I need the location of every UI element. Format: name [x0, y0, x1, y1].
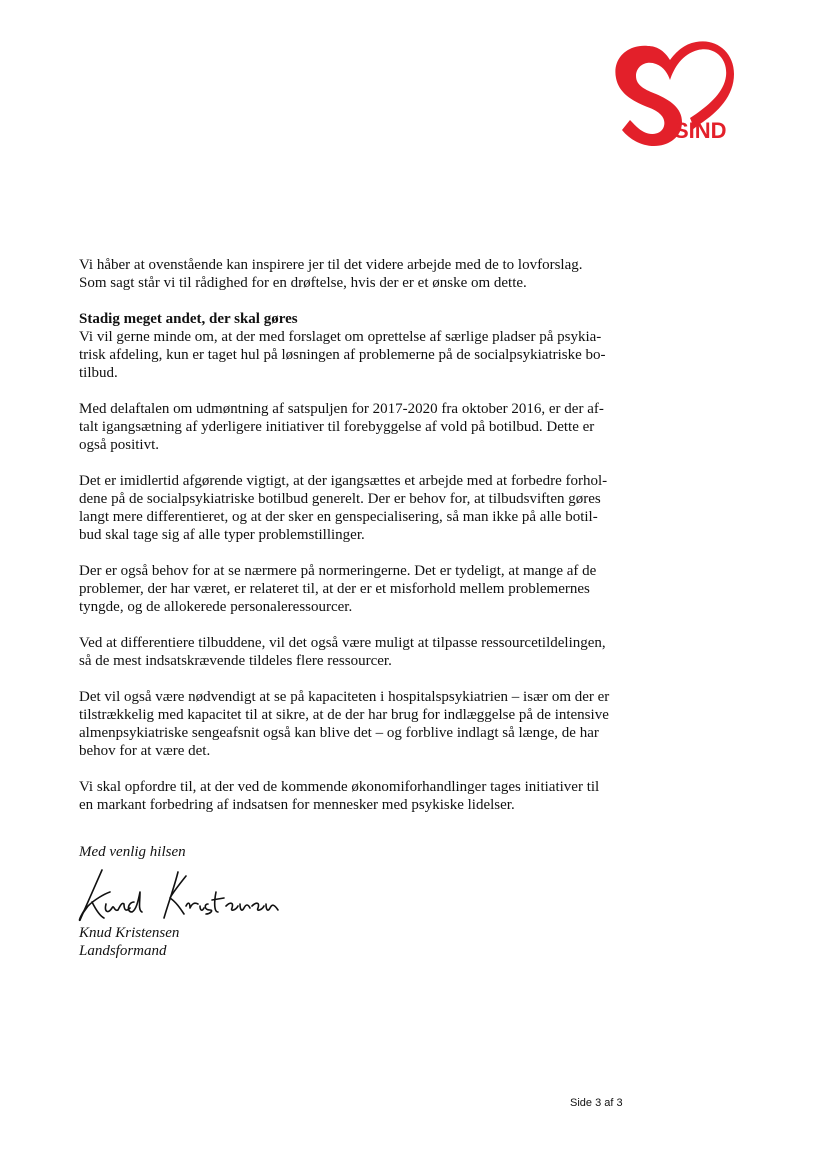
text-line: dene på de socialpsykiatriske botilbud generelt. Der er behov for, at tilbudsviften gøres	[79, 491, 601, 507]
text-line: problemer, der har været, er relateret til, at der er et misforhold mellem problemernes	[79, 581, 590, 597]
text-line: Som sagt står vi til rådighed for en drøftelse, hvis der er et ønske om dette.	[79, 275, 527, 291]
text-line: almenpsykiatriske sengeafsnit også kan blive det – og forblive indlagt så længe, de har	[79, 725, 599, 741]
paragraph-8	[79, 778, 639, 814]
text-line: Vi vil gerne minde om, at der med forslaget om oprettelse af særlige pladser på psykia-	[79, 329, 602, 345]
text-line: Det er imidlertid afgørende vigtigt, at der igangsættes et arbejde med at forbedre forhol-	[79, 473, 608, 489]
text-line: talt igangsætning af yderligere initiativer til forebyggelse af vold på botilbud. Dette er	[79, 419, 595, 435]
logo-text: SIND	[674, 118, 727, 143]
signature-image	[74, 862, 284, 926]
text-line: langt mere differentieret, og at der sker en genspecialisering, så man ikke på alle botil-	[79, 509, 598, 525]
paragraph-5	[79, 562, 639, 616]
signer-block	[79, 924, 179, 960]
text-line: Med delaftalen om udmøntning af satspuljen for 2017-2020 fra oktober 2016, er der af-	[79, 401, 604, 417]
paragraph-7	[79, 688, 639, 760]
text-line: også positivt.	[79, 437, 160, 453]
paragraph-1	[79, 256, 639, 292]
text-line: Ved at differentiere tilbuddene, vil det også være muligt at tilpasse ressourcetildelingen,	[79, 635, 606, 651]
text-line: behov for at være det.	[79, 743, 211, 759]
sind-logo	[608, 38, 736, 148]
letter-body	[79, 256, 639, 832]
text-line: tyngde, og de allokerede personaleressourcer.	[79, 599, 353, 615]
text-line: Vi skal opfordre til, at der ved de kommende økonomiforhandlinger tages initiativer til	[79, 779, 600, 795]
text-line: Det vil også være nødvendigt at se på kapaciteten i hospitalspsykiatrien – især om der er	[79, 689, 610, 705]
text-line: tilstrækkelig med kapacitet til at sikre, at de der har brug for indlæggelse på de intensive	[79, 707, 609, 723]
text-line: Der er også behov for at se nærmere på normeringerne. Det er tydeligt, at mange af de	[79, 563, 597, 579]
text-line: så de mest indsatskrævende tildeles flere ressourcer.	[79, 653, 392, 669]
closing-greeting: Med venlig hilsen	[79, 844, 186, 860]
paragraph-2	[79, 310, 639, 382]
text-line: tilbud.	[79, 365, 118, 381]
text-line: Vi håber at ovenstående kan inspirere jer til det videre arbejde med de to lovforslag.	[79, 257, 583, 273]
text-line: en markant forbedring af indsatsen for mennesker med psykiske lidelser.	[79, 797, 515, 813]
text-line: trisk afdeling, kun er taget hul på løsningen af problemerne på de socialpsykiatriske bo-	[79, 347, 606, 363]
section-heading: Stadig meget andet, der skal gøres	[79, 311, 298, 327]
page-number: Side 3 af 3	[570, 1097, 623, 1109]
paragraph-6	[79, 634, 639, 670]
paragraph-4	[79, 472, 639, 544]
signer-name: Knud Kristensen	[79, 925, 180, 941]
text-line: bud skal tage sig af alle typer problemstillinger.	[79, 527, 365, 543]
signer-title: Landsformand	[79, 943, 167, 959]
paragraph-3	[79, 400, 639, 454]
